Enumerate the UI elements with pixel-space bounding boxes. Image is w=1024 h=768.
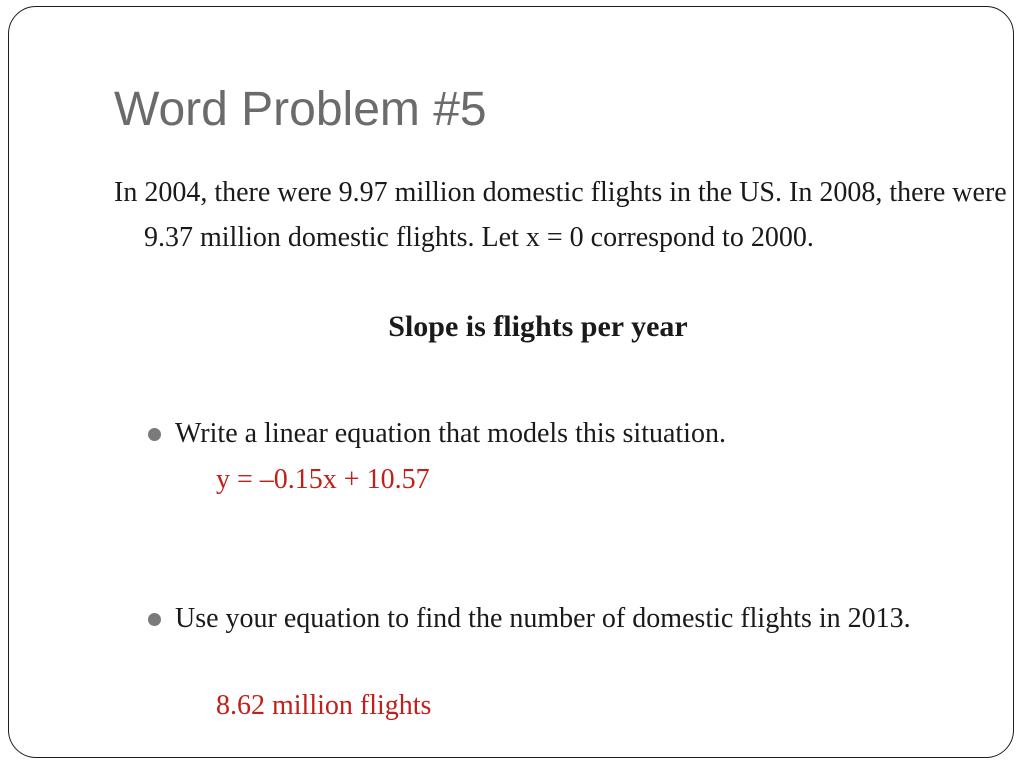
bullet-item-equation: [148, 414, 948, 454]
problem-statement: In 2004, there were 9.97 million domestic flights in the US. In 2008, there were 9.37 million domestic flights. Let x = 0 correspond to 2000.: [114, 177, 1007, 253]
bullet-icon: [148, 428, 161, 441]
equation-answer: y = –0.15x + 10.57: [216, 464, 430, 495]
slope-note: Slope is flights per year: [388, 310, 688, 343]
bullet-icon: [148, 613, 161, 626]
bullet-text: Write a linear equation that models this situation.: [175, 418, 726, 449]
bullet-item-prediction: [148, 599, 948, 639]
slide-title: Word Problem #5: [114, 83, 487, 136]
prediction-answer: 8.62 million flights: [216, 690, 432, 721]
bullet-text: Use your equation to find the number of domestic flights in 2013.: [175, 603, 911, 634]
